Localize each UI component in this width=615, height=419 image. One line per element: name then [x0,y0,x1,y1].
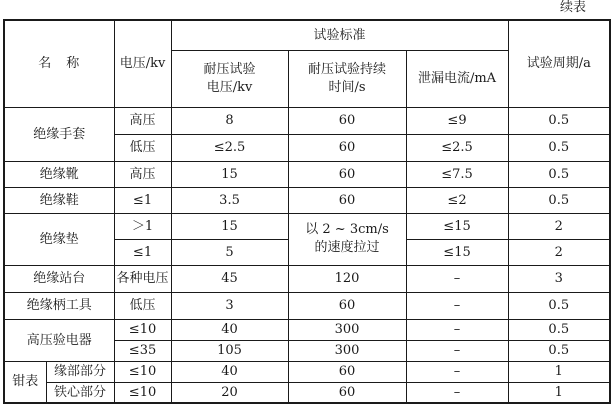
test-voltage-cell: 40 [171,361,288,382]
leakage-cell: – [406,319,508,340]
table-row [4,187,610,213]
duration-cell: 60 [288,134,406,161]
duration-cell: 60 [288,107,406,134]
duration-cell: 300 [288,340,406,361]
leakage-cell: ≤9 [406,107,508,134]
voltage-cell: ＞1 [114,213,171,239]
part-cell: 铁心部分 [46,382,114,403]
header-withstand-voltage-line1: 耐压试验 [203,61,256,77]
item-name: 绝缘柄工具 [4,292,114,319]
leakage-cell: ≤15 [406,213,508,239]
header-voltage: 电压/kv [114,20,171,107]
item-name: 绝缘站台 [4,265,114,292]
duration-cell: 120 [288,265,406,292]
table-row [4,265,610,292]
header-row-1 [4,20,610,50]
header-duration [288,50,406,107]
leakage-cell: – [406,361,508,382]
table-row [4,161,610,187]
voltage-cell: ≤1 [114,239,171,265]
voltage-cell: 低压 [114,292,171,319]
voltage-cell: 各种电压 [114,265,171,292]
test-voltage-cell: 3.5 [171,187,288,213]
item-name: 高压验电器 [4,319,114,361]
voltage-cell: ≤35 [114,340,171,361]
test-voltage-cell: 15 [171,161,288,187]
duration-cell: 60 [288,187,406,213]
period-cell: 0.5 [508,319,610,340]
voltage-cell: 低压 [114,134,171,161]
leakage-cell: – [406,292,508,319]
voltage-cell: 高压 [114,161,171,187]
header-leakage: 泄漏电流/mA [406,50,508,107]
continued-label: 续表 [560,0,587,15]
period-cell: 0.5 [508,107,610,134]
period-cell: 0.5 [508,340,610,361]
test-voltage-cell: 8 [171,107,288,134]
item-name: 绝缘手套 [4,107,114,161]
test-standard-table [3,19,611,404]
table-row [4,213,610,239]
duration-cell: 300 [288,319,406,340]
test-voltage-cell: 105 [171,340,288,361]
leakage-cell: ≤15 [406,239,508,265]
table-row [4,361,610,382]
period-cell: 2 [508,213,610,239]
table-row [4,107,610,134]
period-cell: 1 [508,382,610,403]
table-row [4,319,610,340]
duration-cell [288,213,406,265]
period-cell: 2 [508,239,610,265]
period-cell: 1 [508,361,610,382]
item-name: 绝缘垫 [4,213,114,265]
duration-cell: 60 [288,161,406,187]
item-name: 绝缘靴 [4,161,114,187]
period-cell: 0.5 [508,161,610,187]
header-duration-line2: 时间/s [328,79,366,95]
voltage-cell: ≤10 [114,382,171,403]
header-withstand-voltage-line2: 电压/kv [206,79,253,95]
table-row [4,292,610,319]
part-cell: 缘部部分 [46,361,114,382]
leakage-cell: – [406,340,508,361]
mat-duration-line2: 的速度拉过 [314,240,380,255]
test-voltage-cell: 15 [171,213,288,239]
test-voltage-cell: 20 [171,382,288,403]
header-period: 试验周期/a [508,20,610,107]
header-name: 名 称 [4,20,114,107]
period-cell: 0.5 [508,134,610,161]
leakage-cell: – [406,265,508,292]
leakage-cell: – [406,382,508,403]
period-cell: 0.5 [508,187,610,213]
voltage-cell: ≤10 [114,361,171,382]
table-row [4,382,610,403]
test-voltage-cell: 40 [171,319,288,340]
header-test-standard: 试验标准 [171,20,508,50]
test-voltage-cell: 3 [171,292,288,319]
header-withstand-voltage [171,50,288,107]
test-voltage-cell: 45 [171,265,288,292]
period-cell: 3 [508,265,610,292]
duration-cell: 60 [288,292,406,319]
voltage-cell: 高压 [114,107,171,134]
leakage-cell: ≤2 [406,187,508,213]
leakage-cell: ≤2.5 [406,134,508,161]
test-voltage-cell: 5 [171,239,288,265]
period-cell: 0.5 [508,292,610,319]
header-duration-line1: 耐压试验持续 [308,61,387,77]
voltage-cell: ≤10 [114,319,171,340]
voltage-cell: ≤1 [114,187,171,213]
leakage-cell: ≤7.5 [406,161,508,187]
mat-duration-line1: 以 2 ~ 3cm/s [305,222,389,237]
item-name: 绝缘鞋 [4,187,114,213]
duration-cell: 60 [288,382,406,403]
item-name: 钳表 [4,361,46,403]
test-voltage-cell: ≤2.5 [171,134,288,161]
duration-cell: 60 [288,361,406,382]
